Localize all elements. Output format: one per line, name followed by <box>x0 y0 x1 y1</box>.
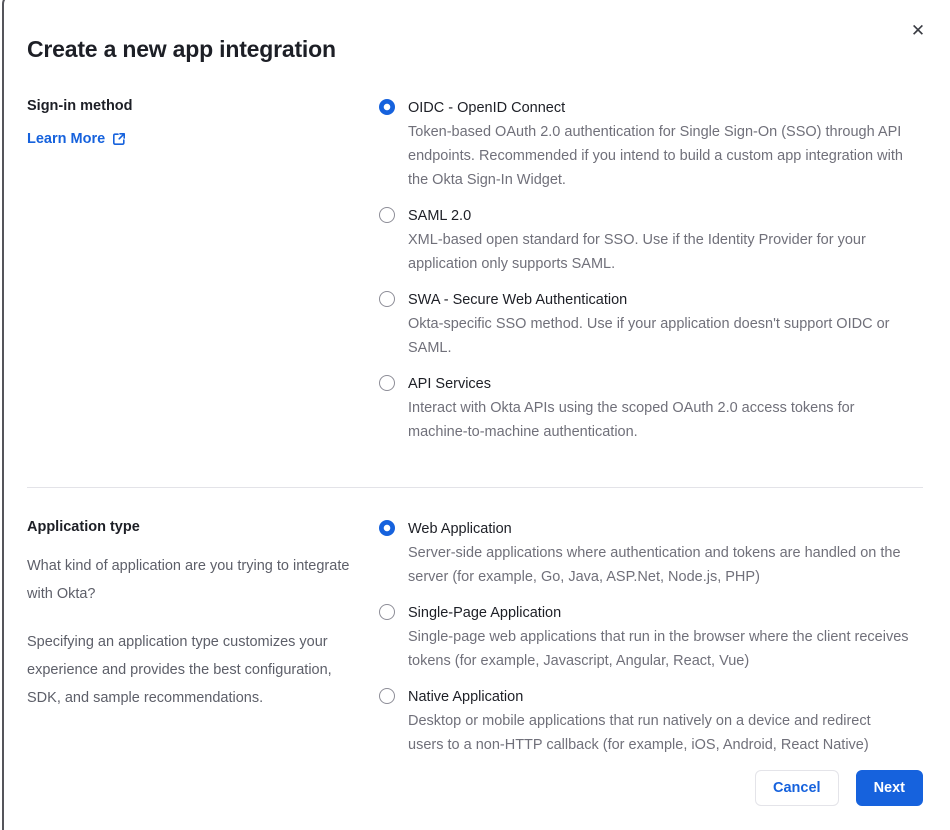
option-label: Native Application <box>408 689 524 705</box>
radio-icon[interactable] <box>379 604 395 620</box>
option-label: SWA - Secure Web Authentication <box>408 292 628 308</box>
option-native-application[interactable] <box>379 685 923 757</box>
option-label: OIDC - OpenID Connect <box>408 100 566 116</box>
option-description: Single-page web applications that run in the browser where the client receives tokens (for example, Javascript, Angular, React, Vue) <box>408 629 909 669</box>
application-type-description-2: Specifying an application type customizes your experience and provides the best configuration, SDK, and sample recommendations. <box>27 634 332 706</box>
radio-icon[interactable] <box>379 520 395 536</box>
option-api-services[interactable] <box>379 372 923 444</box>
option-description: Okta-specific SSO method. Use if your application doesn't support OIDC or SAML. <box>408 316 890 356</box>
option-label: Web Application <box>408 521 512 537</box>
option-description: XML-based open standard for SSO. Use if the Identity Provider for your application only supports SAML. <box>408 232 866 272</box>
option-oidc[interactable] <box>379 96 923 192</box>
option-description: Desktop or mobile applications that run natively on a device and redirect users to a non-HTTP callback (for example, iOS, Android, React Native) <box>408 713 871 753</box>
radio-icon[interactable] <box>379 99 395 115</box>
radio-icon[interactable] <box>379 688 395 704</box>
cancel-button[interactable]: Cancel <box>755 770 839 806</box>
option-label: Single-Page Application <box>408 605 562 621</box>
signin-method-heading: Sign-in method <box>27 98 133 114</box>
option-description: Server-side applications where authentication and tokens are handled on the server (for example, Go, Java, ASP.Net, Node.js, PHP) <box>408 545 901 585</box>
radio-icon[interactable] <box>379 375 395 391</box>
external-link-icon <box>112 132 126 146</box>
option-saml[interactable] <box>379 204 923 276</box>
option-single-page-application[interactable] <box>379 601 923 673</box>
option-swa[interactable] <box>379 288 923 360</box>
signin-method-section <box>27 96 923 456</box>
radio-icon[interactable] <box>379 291 395 307</box>
application-type-section <box>27 517 923 769</box>
application-type-heading: Application type <box>27 519 140 535</box>
application-type-description-1: What kind of application are you trying to integrate with Okta? <box>27 558 350 602</box>
close-icon[interactable]: ✕ <box>907 20 929 42</box>
next-button[interactable]: Next <box>856 770 923 806</box>
learn-more-label: Learn More <box>27 131 106 147</box>
learn-more-link[interactable] <box>27 131 126 147</box>
apptype-options-group <box>379 517 923 769</box>
option-description: Token-based OAuth 2.0 authentication for Single Sign-On (SSO) through API endpoints. Recommended if you intend to build a custom app integration with the Okta Sign-In Widget. <box>408 124 903 188</box>
dialog-title: Create a new app integration <box>27 36 336 62</box>
section-divider <box>27 487 923 488</box>
dialog-footer <box>755 770 923 806</box>
option-description: Interact with Okta APIs using the scoped OAuth 2.0 access tokens for machine-to-machine authentication. <box>408 400 855 440</box>
option-web-application[interactable] <box>379 517 923 589</box>
signin-options-group <box>379 96 923 456</box>
radio-icon[interactable] <box>379 207 395 223</box>
option-label: API Services <box>408 376 491 392</box>
option-label: SAML 2.0 <box>408 208 472 224</box>
